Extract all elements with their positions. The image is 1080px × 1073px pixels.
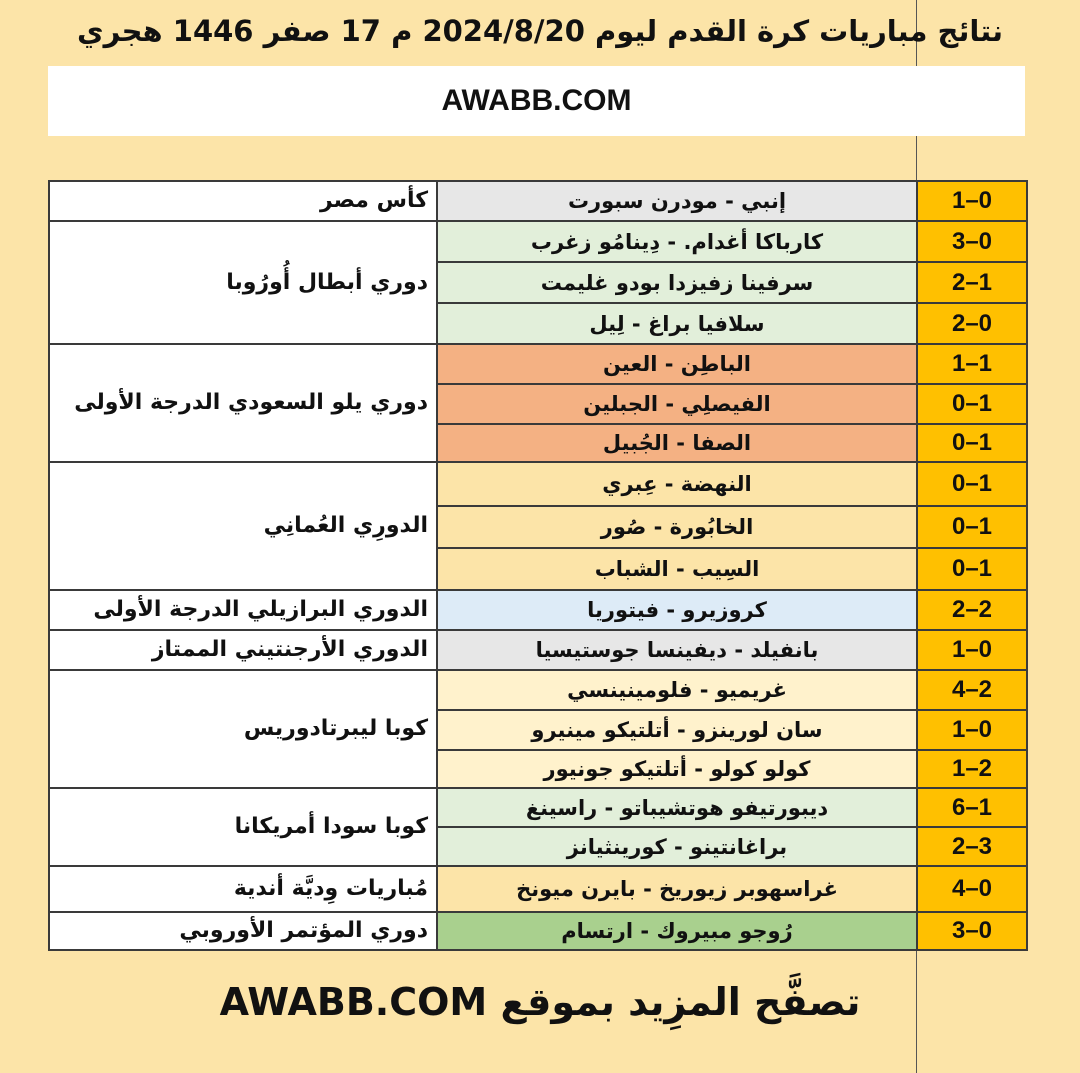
score-cell: 1–2 [917, 750, 1027, 788]
match-cell: غريميو - فلومينينسي [437, 670, 917, 710]
competition-cell: الدورِي العُمانِي [49, 462, 437, 590]
match-cell: كارباكا أغدام. - دِينامُو زغرب [437, 221, 917, 262]
score-cell: 2–2 [917, 590, 1027, 630]
score-cell: 6–1 [917, 788, 1027, 827]
match-cell: سان لورينزو - أتلتيكو مينيرو [437, 710, 917, 750]
score-cell: 0–1 [917, 384, 1027, 424]
match-cell: سلافيا براغ - لِيل [437, 303, 917, 344]
match-cell: كروزيرو - فيتوريا [437, 590, 917, 630]
competition-cell: مُباريات وِديَّة أندية [49, 866, 437, 912]
score-cell: 1–0 [917, 181, 1027, 221]
score-cell: 0–1 [917, 548, 1027, 590]
competition-cell: الدوري البرازيلي الدرجة الأولى [49, 590, 437, 630]
match-cell: ديبورتيفو هوتشيباتو - راسينغ [437, 788, 917, 827]
competition-cell: دوري أبطال أُورُوبا [49, 221, 437, 344]
match-cell: سرفينا زفيزدا بودو غليمت [437, 262, 917, 303]
score-cell: 0–1 [917, 462, 1027, 506]
table-row [49, 344, 1027, 384]
match-cell: النهضة - عِبري [437, 462, 917, 506]
match-cell: كولو كولو - أتلتيكو جونيور [437, 750, 917, 788]
table-row [49, 181, 1027, 221]
competition-cell: دوري يلو السعودي الدرجة الأولى [49, 344, 437, 462]
score-cell: 2–1 [917, 262, 1027, 303]
score-cell: 2–0 [917, 303, 1027, 344]
table-row [49, 462, 1027, 506]
score-cell: 1–1 [917, 344, 1027, 384]
table-row [49, 912, 1027, 950]
match-cell: الخابُورة - صُور [437, 506, 917, 548]
match-cell: إنبي - مودرن سبورت [437, 181, 917, 221]
match-cell: بانفيلد - ديفينسا جوستيسيا [437, 630, 917, 670]
match-cell: الفيصلِي - الجبلين [437, 384, 917, 424]
competition-cell: كوبا ليبرتادوريس [49, 670, 437, 788]
table-row [49, 866, 1027, 912]
page-title: نتائج مباريات كرة القدم ليوم 2024/8/20 م 17 صفر 1446 هجري [77, 14, 1003, 48]
table-row [49, 630, 1027, 670]
table-row [49, 221, 1027, 262]
competition-cell: الدوري الأرجنتيني الممتاز [49, 630, 437, 670]
competition-cell: كأس مصر [49, 181, 437, 221]
site-banner [48, 66, 1025, 136]
score-cell: 3–0 [917, 912, 1027, 950]
table-row [49, 670, 1027, 710]
match-cell: رُوجو مبيروك - ارتسام [437, 912, 917, 950]
score-cell: 0–1 [917, 506, 1027, 548]
competition-cell: دوري المؤتمر الأوروبي [49, 912, 437, 950]
competition-cell: كوبا سودا أمريكانا [49, 788, 437, 866]
match-cell: الباطِن - العين [437, 344, 917, 384]
match-cell: الصفا - الجُبيل [437, 424, 917, 462]
score-cell: 0–1 [917, 424, 1027, 462]
score-cell: 4–2 [917, 670, 1027, 710]
score-cell: 2–3 [917, 827, 1027, 866]
footer-text: تصفَّح المزِيد بموقع AWABB.COM [219, 980, 861, 1024]
table-row [49, 788, 1027, 827]
score-cell: 1–0 [917, 630, 1027, 670]
score-cell: 3–0 [917, 221, 1027, 262]
score-cell: 1–0 [917, 710, 1027, 750]
score-cell: 4–0 [917, 866, 1027, 912]
site-name: AWABB.COM [441, 84, 632, 117]
match-cell: السِيب - الشباب [437, 548, 917, 590]
results-table [48, 180, 1028, 951]
table-row [49, 590, 1027, 630]
match-cell: غراسهوبر زيوريخ - بايرن ميونخ [437, 866, 917, 912]
match-cell: براغانتينو - كورينثيانز [437, 827, 917, 866]
